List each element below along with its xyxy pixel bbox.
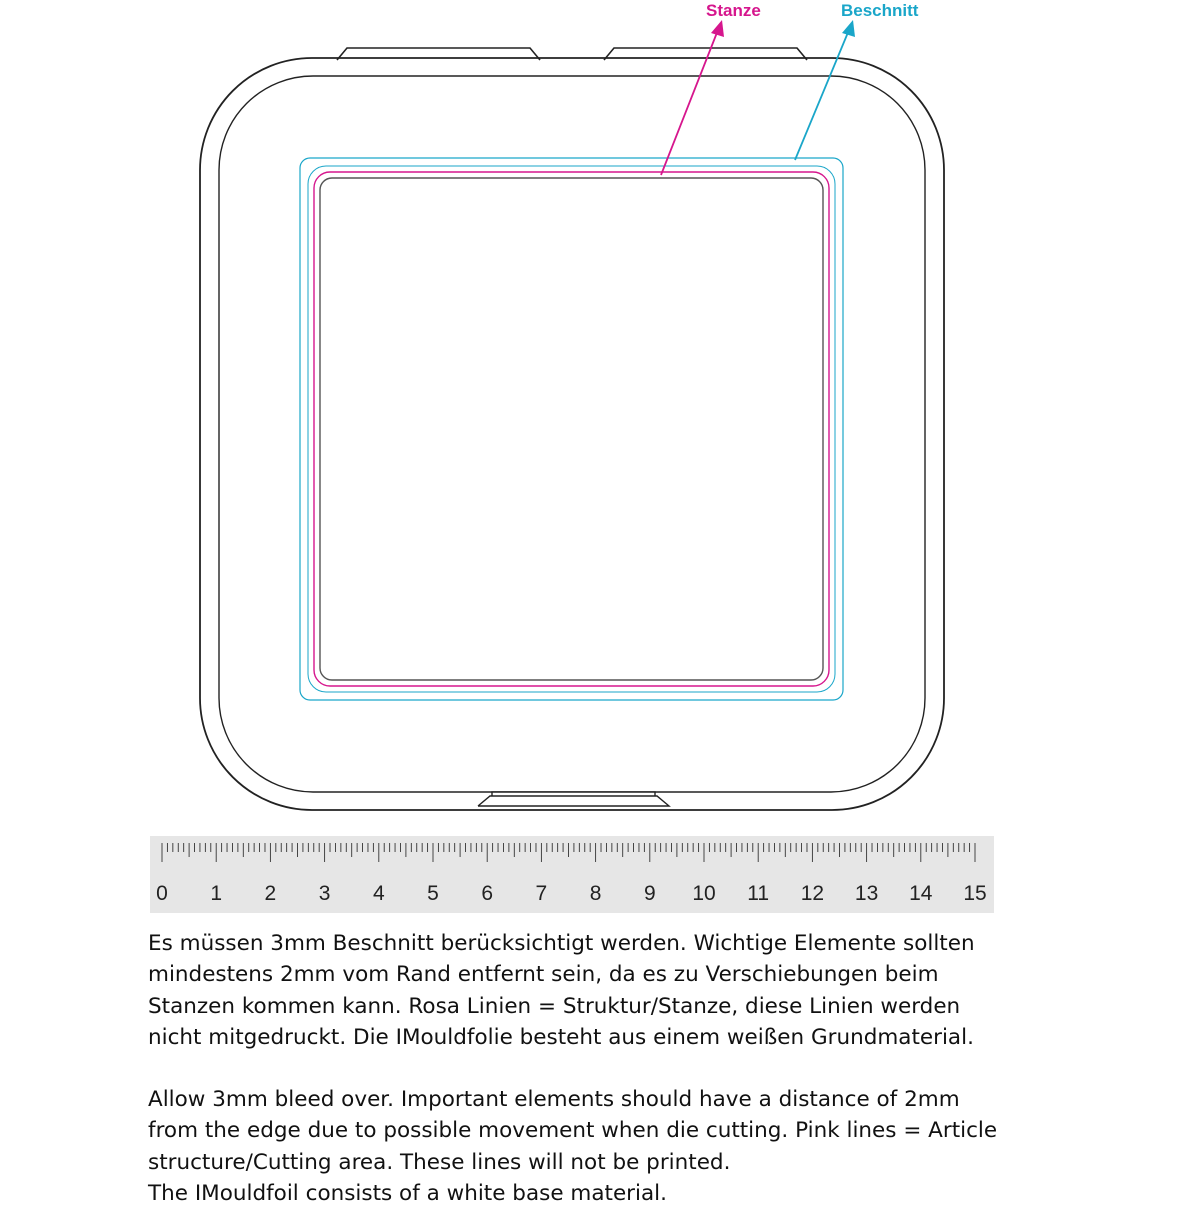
notes-english: [148, 1084, 1188, 1209]
ruler-number: 4: [372, 882, 385, 905]
note-line: Es müssen 3mm Beschnitt berücksichtigt werden. Wichtige Elemente sollten: [148, 931, 975, 956]
note-line: The IMouldfoil consists of a white base material.: [148, 1180, 667, 1206]
ruler-number: 5: [427, 882, 439, 905]
note-line: structure/Cutting area. These lines will not be printed.: [148, 1149, 731, 1175]
ruler-number: 8: [589, 882, 602, 905]
note-line: Stanzen kommen kann. Rosa Linien = Struktur/Stanze, diese Linien werden: [148, 993, 961, 1019]
stanze-label: Stanze: [706, 1, 761, 20]
beschnitt-label: Beschnitt: [841, 1, 919, 20]
ruler-number: 9: [643, 882, 656, 905]
ruler-number: 2: [264, 882, 277, 905]
ruler-number: 13: [854, 882, 879, 905]
notes-german: [148, 928, 1188, 1053]
ruler-number: 10: [692, 882, 716, 905]
note-line: nicht mitgedruckt. Die IMouldfolie besteht aus einem weißen Grundmaterial.: [148, 1024, 974, 1050]
note-line: Allow 3mm bleed over. Important elements should have a distance of 2mm: [148, 1087, 960, 1112]
ruler-number: 1: [210, 882, 223, 905]
ruler-number: 15: [963, 882, 987, 905]
ruler-number: 0: [156, 882, 168, 905]
ruler-number: 11: [747, 882, 770, 905]
note-line: mindestens 2mm vom Rand entfernt sein, da es zu Verschiebungen beim: [148, 962, 939, 988]
note-line: from the edge due to possible movement when die cutting. Pink lines = Article: [148, 1118, 998, 1144]
ruler-number: 3: [318, 882, 331, 905]
ruler-number: 6: [481, 882, 494, 905]
ruler-number: 12: [800, 882, 825, 905]
ruler-number: 7: [535, 882, 548, 905]
ruler-number: 14: [909, 882, 933, 905]
